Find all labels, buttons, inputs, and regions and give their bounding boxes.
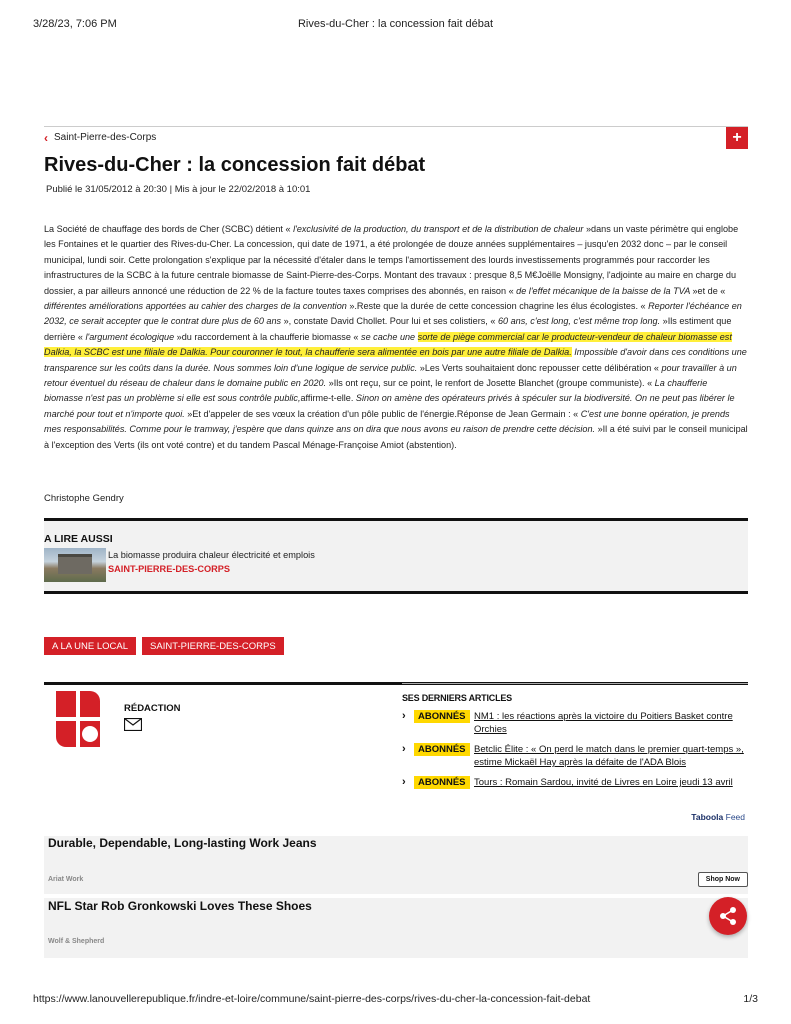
breadcrumb[interactable] xyxy=(44,132,156,143)
ad-headline[interactable]: Durable, Dependable, Long-lasting Work Jeans xyxy=(48,836,317,850)
related-tag[interactable]: SAINT-PIERRE-DES-CORPS xyxy=(108,564,231,574)
mail-icon[interactable] xyxy=(124,718,142,731)
article-link[interactable]: Betclic Élite : « On perd le match dans le premier quart-temps », estime Mickaël Hay après la défaite de l'ADA Blois xyxy=(474,744,744,768)
chevron-right-icon: › xyxy=(402,710,406,722)
tag-saint-pierre[interactable]: SAINT-PIERRE-DES-CORPS xyxy=(142,637,284,655)
latest-articles xyxy=(402,685,748,788)
article-body: La Société de chauffage des bords de Cher (SCBC) détient « l'exclusivité de la production, du transport et de la distribution de chaleur »dans un vaste périmètre qui englobe les Fontaines et le quartier des Rives-du-Cher. La concession, qui date de 1971, a été prolongée de douze années supplémentaires – jusqu'en 2032 donc – par le conseil municipal, lundi soir. Cette prolongation s'explique par la nécessité d'étaler dans le temps l'amortissement des lourds investissements programmés pour raccorder les infrastructures de la SCBC à la future centrale biomasse de Saint-Pierre-des-Corps. Montant des travaux : presque 8,5 M€Joëlle Monsigny, l'adjointe au maire en charge du dossier, a par ailleurs annoncé une réduction de 22 % de la facture toutes taxes comprises des abonnés, en raison « de l'effet mécanique de la baisse de la TVA »et de « différentes améliorations apportées au cahier des charges de la convention ».Reste que la durée de cette concession chagrine les élus écologistes. « Reporter l'échéance en 2032, ce serait accepter que le contrat dure plus de 60 ans », constate David Chollet. Pour lui et ses colistiers, « 60 ans, c'est long, c'est même trop long. »Ils estiment que derrière « l'argument écologique »du raccordement à la chaufferie biomasse « se cache une sorte de piège commercial car le producteur-vendeur de chaleur biomasse est Dalkia, la SCBC est une filiale de Dalkia. Pour couronner le tout, la chaufferie sera alimentée en bois par une autre filiale de Dalkia. Impossible d'avoir dans ces conditions une transparence sur les coûts dans la durée. Nous sommes loin d'une logique de service public. »Les Verts souhaitaient donc repousser cette délibération « pour travailler à un retour éventuel du réseau de chaleur dans le domaine public en 2020. »Ils ont reçu, sur ce point, le renfort de Josette Blanchet (groupe communiste). « La chaufferie biomasse n'est pas un problème si elle est sous contrôle public,affirme-t-elle. Sinon on amène des opérateurs privés à spéculer sur la biodiversité. On ne peut pas libérer le marché pour tout et n'importe quoi. »Et d'appeler de ses vœux la création d'un pôle public de l'énergie.Réponse de Jean Germain : « C'est une bonne opération, je prends mes responsabilités. Comme pour le tramway, j'espère que dans quinze ans on dira que nous avons eu raison de prendre cette décision. »Il a été suivi par le conseil municipal à l'exception des Verts (ils ont voté contre) et du tandem Pascal Ménage-Françoise Amiot (abstention). xyxy=(44,224,748,450)
sponsored-ad[interactable] xyxy=(44,898,748,958)
print-title: Rives-du-Cher : la concession fait débat xyxy=(297,18,494,30)
plus-icon[interactable]: + xyxy=(726,127,748,149)
ad-brand: Wolf & Shepherd xyxy=(48,938,105,945)
breadcrumb-label: Saint-Pierre-des-Corps xyxy=(54,132,157,143)
latest-article-item[interactable] xyxy=(402,743,748,769)
related-thumbnail[interactable] xyxy=(44,548,106,582)
article-link[interactable]: NM1 : les réactions après la victoire du Poitiers Basket contre Orchies xyxy=(474,711,733,735)
nr-logo-icon xyxy=(54,689,102,749)
latest-article-item[interactable] xyxy=(402,710,748,736)
article-title: Rives-du-Cher : la concession fait débat xyxy=(44,154,426,176)
author: Christophe Gendry xyxy=(44,493,124,504)
breadcrumb-bar xyxy=(44,126,748,148)
article-link[interactable]: Tours : Romain Sardou, invité de Livres en Loire jeudi 13 avril xyxy=(474,777,733,788)
highlighted-text: sorte de piège commercial car le producteur-vendeur de chaleur biomasse est Dalkia, la SCBC est une filiale de Dalkia. Pour couronner le tout, la chaufferie sera alimentée en bois par une autre filiale de Dalkia. xyxy=(44,331,732,358)
redaction-label: RÉDACTION xyxy=(124,703,181,714)
tag-a-la-une[interactable]: A LA UNE LOCAL xyxy=(44,637,136,655)
latest-articles-heading: SES DERNIERS ARTICLES xyxy=(402,693,512,703)
publish-date: Publié le 31/05/2012 à 20:30 | Mis à jour le 22/02/2018 à 10:01 xyxy=(46,184,311,195)
related-heading: A LIRE AUSSI xyxy=(44,533,113,545)
chevron-right-icon: › xyxy=(402,743,406,755)
print-header xyxy=(33,18,758,32)
print-datetime: 3/28/23, 7:06 PM xyxy=(33,18,117,30)
page-number: 1/3 xyxy=(743,993,758,1005)
share-icon xyxy=(709,897,747,935)
subscriber-badge: ABONNÉS xyxy=(414,710,470,723)
ad-headline[interactable]: NFL Star Rob Gronkowski Loves These Shoes xyxy=(48,899,312,913)
related-link[interactable]: La biomasse produira chaleur électricité et emplois xyxy=(108,550,315,560)
share-button[interactable] xyxy=(709,897,747,935)
sponsored-ad[interactable] xyxy=(44,836,748,894)
shop-now-button[interactable]: Shop Now xyxy=(698,872,748,887)
subscriber-badge: ABONNÉS xyxy=(414,776,470,789)
chevron-left-icon: ‹ xyxy=(44,130,48,145)
tag-list xyxy=(44,637,284,655)
ad-brand: Ariat Work xyxy=(48,876,84,883)
chevron-right-icon: › xyxy=(402,776,406,788)
author-box xyxy=(44,682,748,800)
taboola-label[interactable]: Taboola Feed xyxy=(691,812,745,822)
latest-article-item[interactable] xyxy=(402,776,748,790)
print-url: https://www.lanouvellerepublique.fr/indre-et-loire/commune/saint-pierre-des-corps/rives-du-cher-la-concession-fait-debat xyxy=(33,993,591,1005)
related-box xyxy=(44,518,748,594)
subscriber-badge: ABONNÉS xyxy=(414,743,470,756)
